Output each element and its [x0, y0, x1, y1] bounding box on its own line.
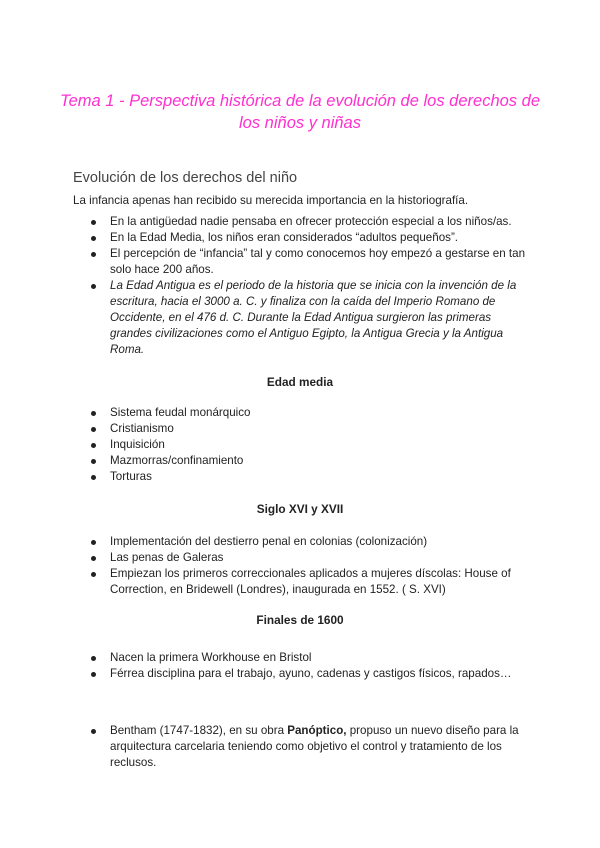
- document-title: Tema 1 - Perspectiva histórica de la evolución de los derechos de los niños y niñas: [60, 92, 540, 132]
- list-item: Mazmorras/confinamiento: [0, 453, 530, 469]
- finales-list: [0, 650, 530, 682]
- list-item: [0, 723, 530, 771]
- list-item: Nacen la primera Workhouse en Bristol: [0, 650, 530, 666]
- list-item: Torturas: [0, 469, 530, 485]
- edad-media-heading: Edad media: [266, 375, 334, 389]
- section-heading: Evolución de los derechos del niño: [73, 170, 298, 186]
- siglo-heading: Siglo XVI y XVII: [256, 502, 344, 516]
- list-item: Sistema feudal monárquico: [0, 405, 530, 421]
- finales-heading: Finales de 1600: [256, 613, 344, 627]
- bentham-bold: Panóptico,: [287, 724, 347, 737]
- bentham-text-rest: propuso un nuevo diseño para la arquitectura carcelaria teniendo como objetivo el control y tratamiento de los reclusos.: [110, 724, 519, 769]
- list-item: El percepción de “infancia” tal y como conocemos hoy empezó a gestarse en tan solo hace 200 años.: [0, 246, 530, 278]
- intro-paragraph: La infancia apenas han recibido su merecida importancia en la historiografía.: [73, 194, 469, 207]
- list-item: La Edad Antigua es el periodo de la historia que se inicia con la invención de la escritura, hacia el 3000 a. C. y finaliza con la caída del Imperio Romano de Occidente, en el 476 d. C. Durante la Edad Antigua surgieron las primeras grandes civilizaciones como el Antiguo Egipto, la Antigua Grecia y la Antigua Roma.: [0, 278, 530, 358]
- intro-list: [0, 214, 530, 358]
- list-item: Implementación del destierro penal en colonias (colonización): [0, 534, 530, 550]
- list-item: Empiezan los primeros correccionales aplicados a mujeres díscolas: House of Correction, en Bridewell (Londres), inaugurada en 1552. ( S. XVI): [0, 566, 530, 598]
- list-item: En la Edad Media, los niños eran considerados “adultos pequeños”.: [0, 230, 530, 246]
- list-item: Cristianismo: [0, 421, 530, 437]
- list-item: Las penas de Galeras: [0, 550, 530, 566]
- bentham-text: Bentham (1747-1832), en su obra: [110, 724, 288, 737]
- list-item: Férrea disciplina para el trabajo, ayuno, cadenas y castigos físicos, rapados…: [0, 666, 530, 682]
- list-item: Inquisición: [0, 437, 530, 453]
- edad-media-list: [0, 405, 530, 485]
- siglo-list: [0, 534, 530, 598]
- bentham-list: [0, 723, 530, 771]
- list-item: En la antigüedad nadie pensaba en ofrecer protección especial a los niños/as.: [0, 214, 530, 230]
